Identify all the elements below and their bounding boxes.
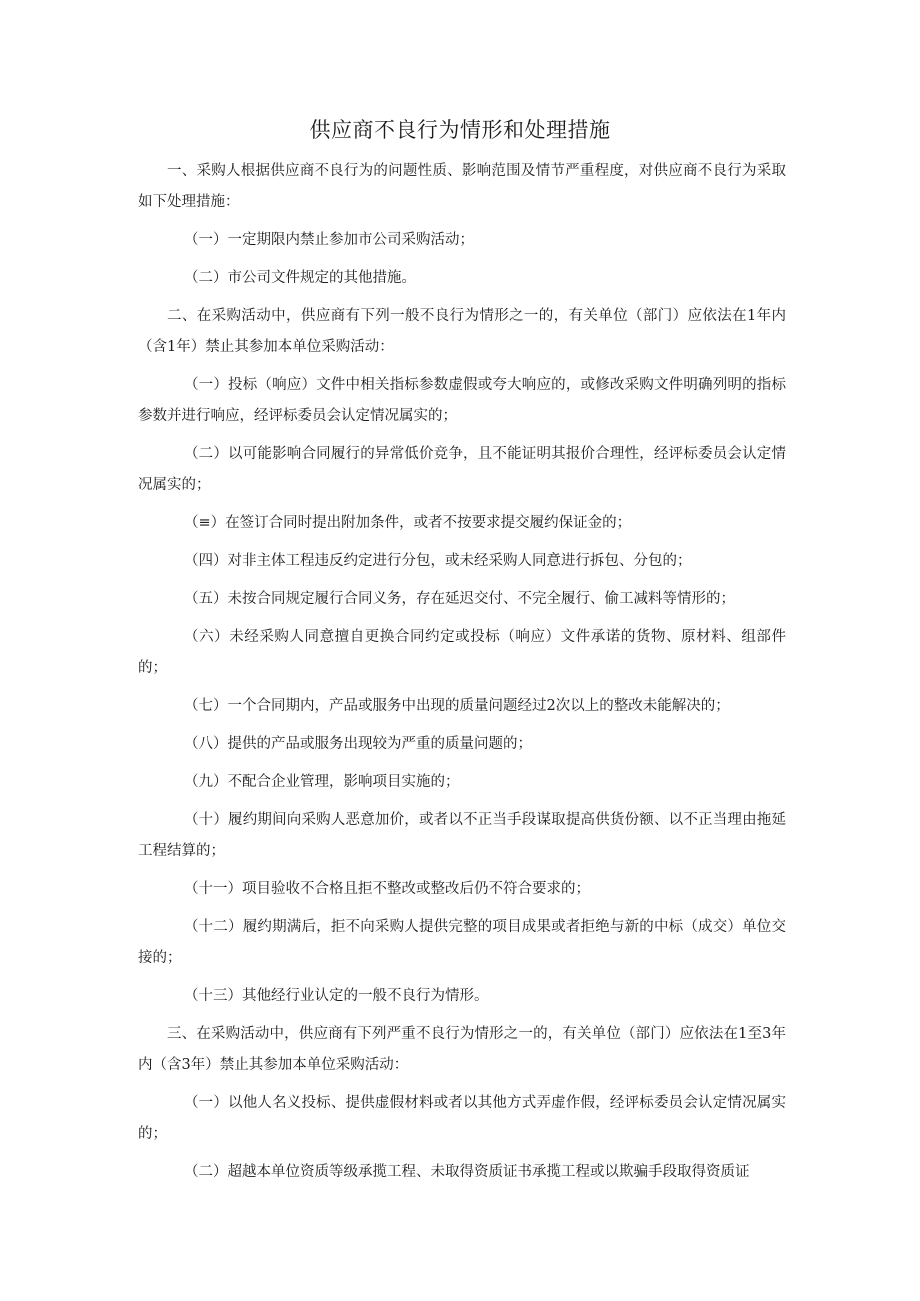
paragraph: （十一）项目验收不合格且拒不整改或整改后仍不符合要求的； (184, 881, 590, 897)
document-title: 供应商不良行为情形和处理措施 (309, 118, 611, 142)
paragraph: （二）超越本单位资质等级承揽工程、未取得资质证书承揽工程或以欺骗手段取得资质证 (184, 1164, 750, 1180)
paragraph: （二）市公司文件规定的其他措施。 (184, 270, 416, 286)
paragraph: （七）一个合同期内，产品或服务中出现的质量问题经过2次以上的整改未能解决的； (184, 698, 730, 714)
paragraph: （十二）履约期满后，拒不向采购人提供完整的项目成果或者拒绝与新的中标（成交）单位交接的； (138, 919, 786, 966)
paragraph: （九）不配合企业管理，影响项目实施的； (184, 774, 460, 790)
paragraph: （一）投标（响应）文件中相关指标参数虚假或夸大响应的，或修改采购文件明确列明的指标参数并进行响应，经评标委员会认定情况属实的； (138, 377, 786, 424)
paragraph: （六）未经采购人同意擅自更换合同约定或投标（响应）文件承诺的货物、原材料、组部件的； (138, 629, 786, 676)
paragraph: （四）对非主体工程违反约定进行分包，或未经采购人同意进行拆包、分包的； (184, 553, 692, 569)
paragraph: 二、在采购活动中，供应商有下列一般不良行为情形之一的，有关单位（部门）应依法在1年内（含1年）禁止其参加本单位采购活动： (138, 308, 786, 355)
paragraph: （十三）其他经行业认定的一般不良行为情形。 (184, 988, 489, 1004)
paragraph: 一、采购人根据供应商不良行为的问题性质、影响范围及情节严重程度，对供应商不良行为采取如下处理措施： (138, 163, 786, 210)
paragraph: 三、在采购活动中，供应商有下列严重不良行为情形之一的，有关单位（部门）应依法在1至3年内（含3年）禁止其参加本单位采购活动： (138, 1026, 786, 1073)
paragraph: （五）未按合同规定履行合同义务，存在延迟交付、不完全履行、偷工减料等情形的； (184, 591, 735, 607)
document-body (138, 156, 786, 1188)
paragraph: （二）以可能影响合同履行的异常低价竞争，且不能证明其报价合理性，经评标委员会认定情况属实的； (138, 446, 786, 493)
paragraph: （一）一定期限内禁止参加市公司采购活动； (184, 232, 474, 248)
paragraph: （≡）在签订合同时提出附加条件，或者不按要求提交履约保证金的； (184, 515, 632, 531)
paragraph: （十）履约期间向采购人恶意加价，或者以不正当手段谋取提高供货份额、以不正当理由拖延工程结算的； (138, 812, 786, 859)
paragraph: （一）以他人名义投标、提供虚假材料或者以其他方式弄虚作假，经评标委员会认定情况属实的； (138, 1095, 786, 1142)
paragraph: （八）提供的产品或服务出现较为严重的质量问题的； (184, 736, 532, 752)
